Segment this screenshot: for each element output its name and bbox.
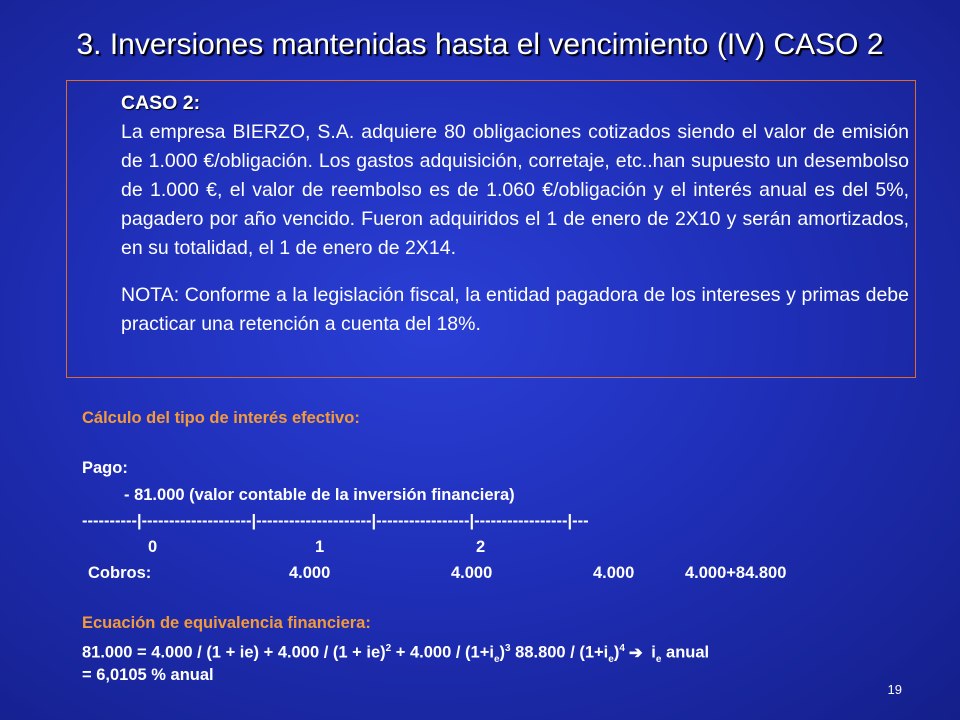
- period-1: 1: [315, 538, 325, 556]
- cobro-3: 4.000: [593, 564, 635, 582]
- pago-value: - 81.000 (valor contable de la inversión financiera): [124, 486, 515, 504]
- page-number: 19: [887, 682, 902, 697]
- period-0: 0: [148, 538, 158, 556]
- eq-part: ): [499, 643, 505, 662]
- calc-heading: Cálculo del tipo de interés efectivo:: [82, 409, 360, 427]
- cobro-4: 4.000+84.800: [685, 564, 787, 582]
- case-note: NOTA: Conforme a la legislación fiscal, la entidad pagadora de los intereses y primas debe practicar una retención a cuenta del 18%.: [121, 284, 909, 335]
- case-paragraph: La empresa BIERZO, S.A. adquiere 80 obligaciones cotizados siendo el valor de emisión de 1.000 €/obligación. Los gastos adquisición, corretaje, etc..han supuesto un desembolso de 1.000 €, el valor de reembolso es de 1.060 €/obligación y el interés anual es del 5%, pagadero por año vencido. Fueron adquiridos el 1 de enero de 2X10 y serán amortizados, en su totalidad, el 1 de enero de 2X14.: [121, 121, 909, 259]
- case-box: [66, 80, 916, 378]
- eq-part: 88.800 / (1+i: [510, 643, 609, 662]
- eq-part: anual: [661, 643, 710, 662]
- eq-sup: 3: [505, 643, 511, 654]
- cobros-label: Cobros:: [88, 564, 152, 582]
- eq-part: ): [613, 643, 620, 662]
- pago-label: Pago:: [82, 459, 128, 477]
- case-content: [121, 89, 909, 339]
- equation-heading: Ecuación de equivalencia financiera:: [82, 614, 371, 632]
- eq-sup: 2: [385, 643, 392, 654]
- eq-part: + 4.000 / (1+i: [391, 643, 494, 662]
- period-2: 2: [476, 538, 486, 556]
- eq-part: 81.000 = 4.000 / (1 + ie) + 4.000 / (1 + ie): [82, 643, 386, 662]
- arrow-right-icon: ➔: [628, 643, 643, 662]
- eq-sub: e: [608, 653, 614, 665]
- eq-part: i: [646, 643, 656, 662]
- eq-sub: e: [493, 653, 500, 665]
- equation-line-2: = 6,0105 % anual: [82, 666, 214, 684]
- slide-title: 3. Inversiones mantenidas hasta el vencimiento (IV) CASO 2: [76, 28, 884, 61]
- cobro-2: 4.000: [451, 564, 493, 582]
- eq-sup: 4: [619, 643, 625, 654]
- cobro-1: 4.000: [289, 564, 331, 582]
- case-heading: CASO 2:: [121, 92, 201, 114]
- eq-sub: e: [655, 653, 662, 665]
- timeline: ----------|--------------------|---------------------|-----------------|-----------------|---: [82, 512, 589, 530]
